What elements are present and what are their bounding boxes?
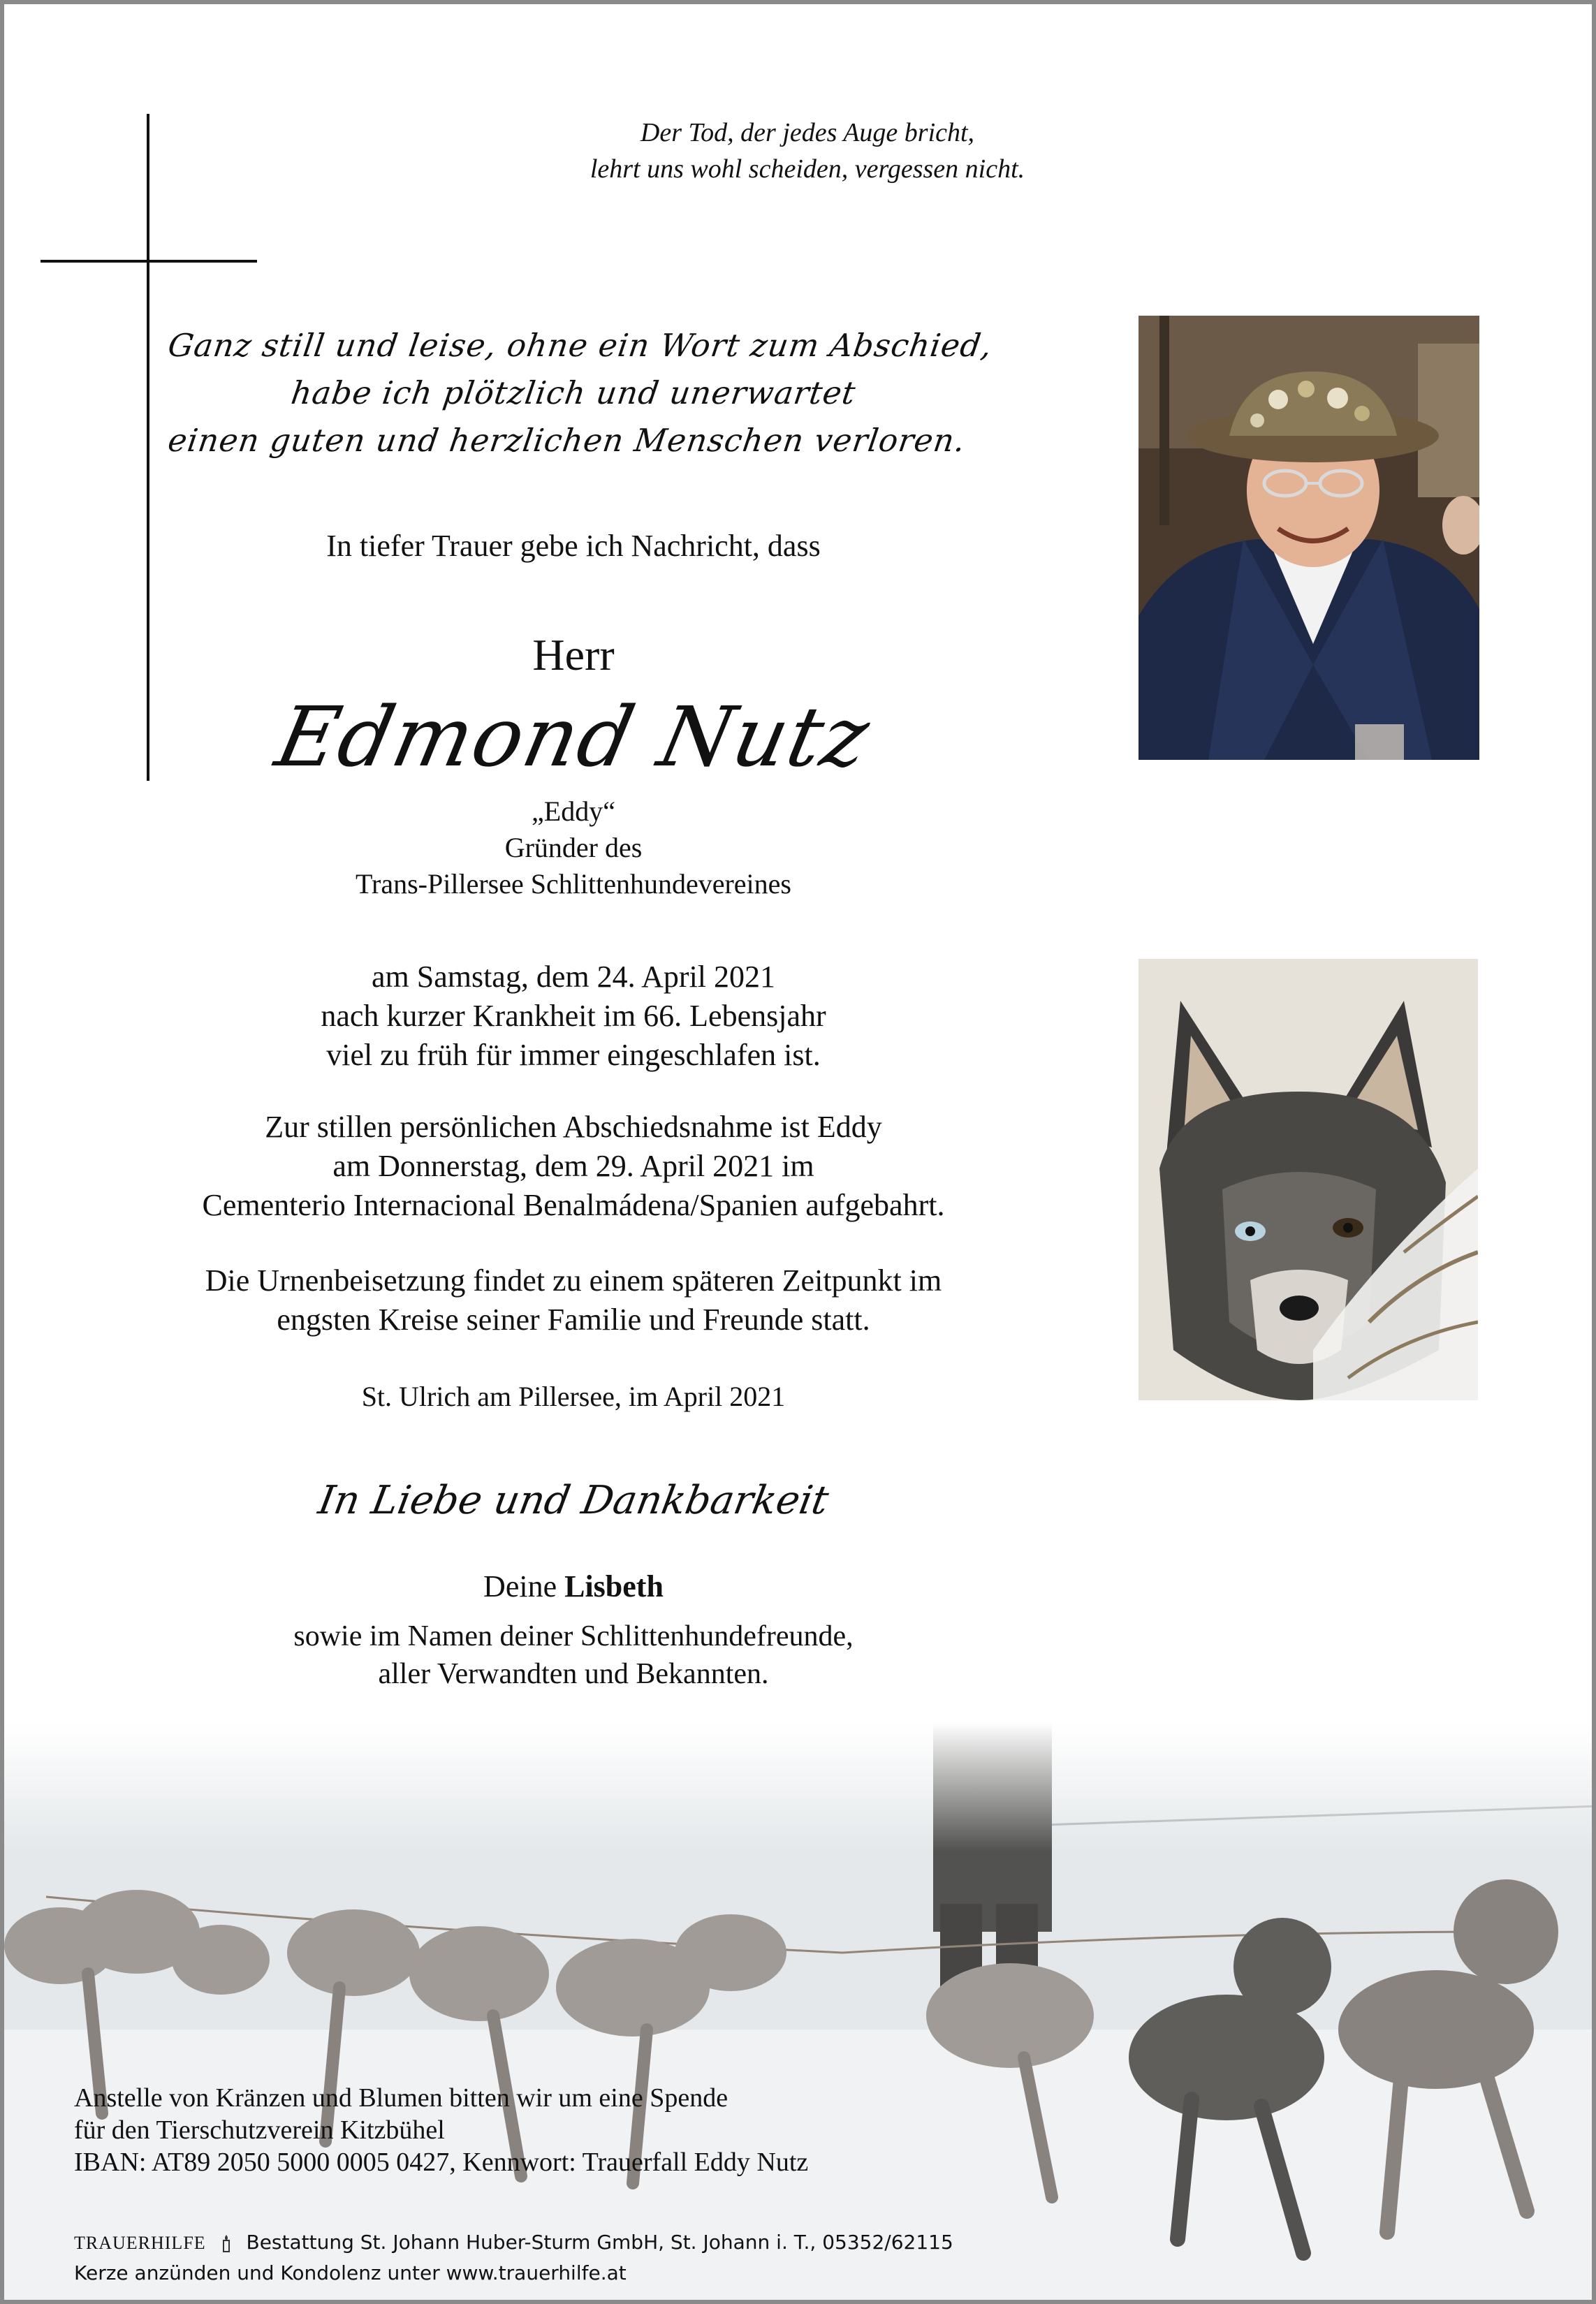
signature bbox=[74, 1569, 1073, 1604]
poem-line: einen guten und herzlichen Menschen verloren. bbox=[166, 422, 968, 459]
signature-line: sowie im Namen deiner Schlittenhundefreunde, bbox=[293, 1620, 854, 1652]
motto bbox=[493, 115, 1122, 187]
farewell-line: Cementerio Internacional Benalmádena/Spanien aufgebahrt. bbox=[202, 1188, 945, 1222]
brand-name: TRAUERHILFE bbox=[74, 2233, 206, 2253]
urn-line: engsten Kreise seiner Familie und Freunde statt. bbox=[277, 1303, 870, 1337]
sled-dogs-image-icon bbox=[4, 1722, 1596, 2304]
deceased-name: Edmond Nutz bbox=[268, 689, 879, 785]
farewell-line: am Donnerstag, dem 29. April 2021 im bbox=[332, 1149, 814, 1183]
announcement: In tiefer Trauer gebe ich Nachricht, dass bbox=[326, 529, 821, 563]
closing-phrase: In Liebe und Dankbarkeit bbox=[314, 1478, 833, 1523]
signature-line: aller Verwandten und Bekannten. bbox=[378, 1658, 769, 1690]
donation-line: für den Tierschutzverein Kitzbühel bbox=[74, 2115, 445, 2145]
urn-line: Die Urnenbeisetzung findet zu einem späteren Zeitpunkt im bbox=[205, 1263, 942, 1298]
condolence-note: Kerze anzünden und Kondolenz unter www.trauerhilfe.at bbox=[74, 2261, 627, 2284]
portrait-photo bbox=[1139, 316, 1479, 760]
deceased-details bbox=[74, 793, 1073, 902]
role-line: Gründer des bbox=[504, 832, 643, 863]
husky-image-icon bbox=[1139, 959, 1478, 1400]
sled-dogs-background bbox=[4, 1722, 1596, 2304]
undertaker-company: Bestattung St. Johann Huber-Sturm GmbH, St. Johann i. T., 05352/62115 bbox=[246, 2231, 953, 2254]
poem-line: Ganz still und leise, ohne ein Wort zum Abschied, bbox=[166, 327, 995, 364]
death-notice bbox=[74, 957, 1073, 1075]
signature-prefix: Deine bbox=[483, 1569, 557, 1604]
husky-photo bbox=[1139, 959, 1478, 1400]
urn-notice bbox=[74, 1261, 1073, 1340]
role-line: Trans-Pillersee Schlittenhundevereines bbox=[356, 868, 791, 900]
death-notice-line: viel zu früh für immer eingeschlafen ist. bbox=[326, 1038, 821, 1072]
iban-line: IBAN: AT89 2050 5000 0005 0427, Kennwort: Trauerfall Eddy Nutz bbox=[74, 2148, 809, 2177]
salutation: Herr bbox=[532, 630, 615, 680]
signature-name: Lisbeth bbox=[564, 1569, 664, 1604]
poem bbox=[64, 322, 1083, 464]
death-notice-line: am Samstag, dem 24. April 2021 bbox=[371, 960, 776, 994]
candle-logo-icon bbox=[218, 2233, 235, 2253]
undertaker-info bbox=[74, 2231, 953, 2254]
motto-line: Der Tod, der jedes Auge bricht, bbox=[640, 118, 975, 147]
motto-line: lehrt uns wohl scheiden, vergessen nicht. bbox=[590, 154, 1025, 184]
cross-icon-horizontal bbox=[41, 260, 257, 263]
signature-extra bbox=[74, 1617, 1073, 1693]
donation-note bbox=[74, 2082, 808, 2178]
donation-line: Anstelle von Kränzen und Blumen bitten wir um eine Spende bbox=[74, 2083, 729, 2113]
poem-line: habe ich plötzlich und unerwartet bbox=[288, 374, 858, 411]
death-notice-line: nach kurzer Krankheit im 66. Lebensjahr bbox=[321, 999, 826, 1033]
farewell-notice bbox=[74, 1108, 1073, 1225]
portrait-image-icon bbox=[1139, 316, 1479, 760]
nickname: „Eddy“ bbox=[532, 795, 615, 827]
farewell-line: Zur stillen persönlichen Abschiedsnahme ist Eddy bbox=[265, 1110, 882, 1144]
place-date: St. Ulrich am Pillersee, im April 2021 bbox=[361, 1381, 786, 1412]
